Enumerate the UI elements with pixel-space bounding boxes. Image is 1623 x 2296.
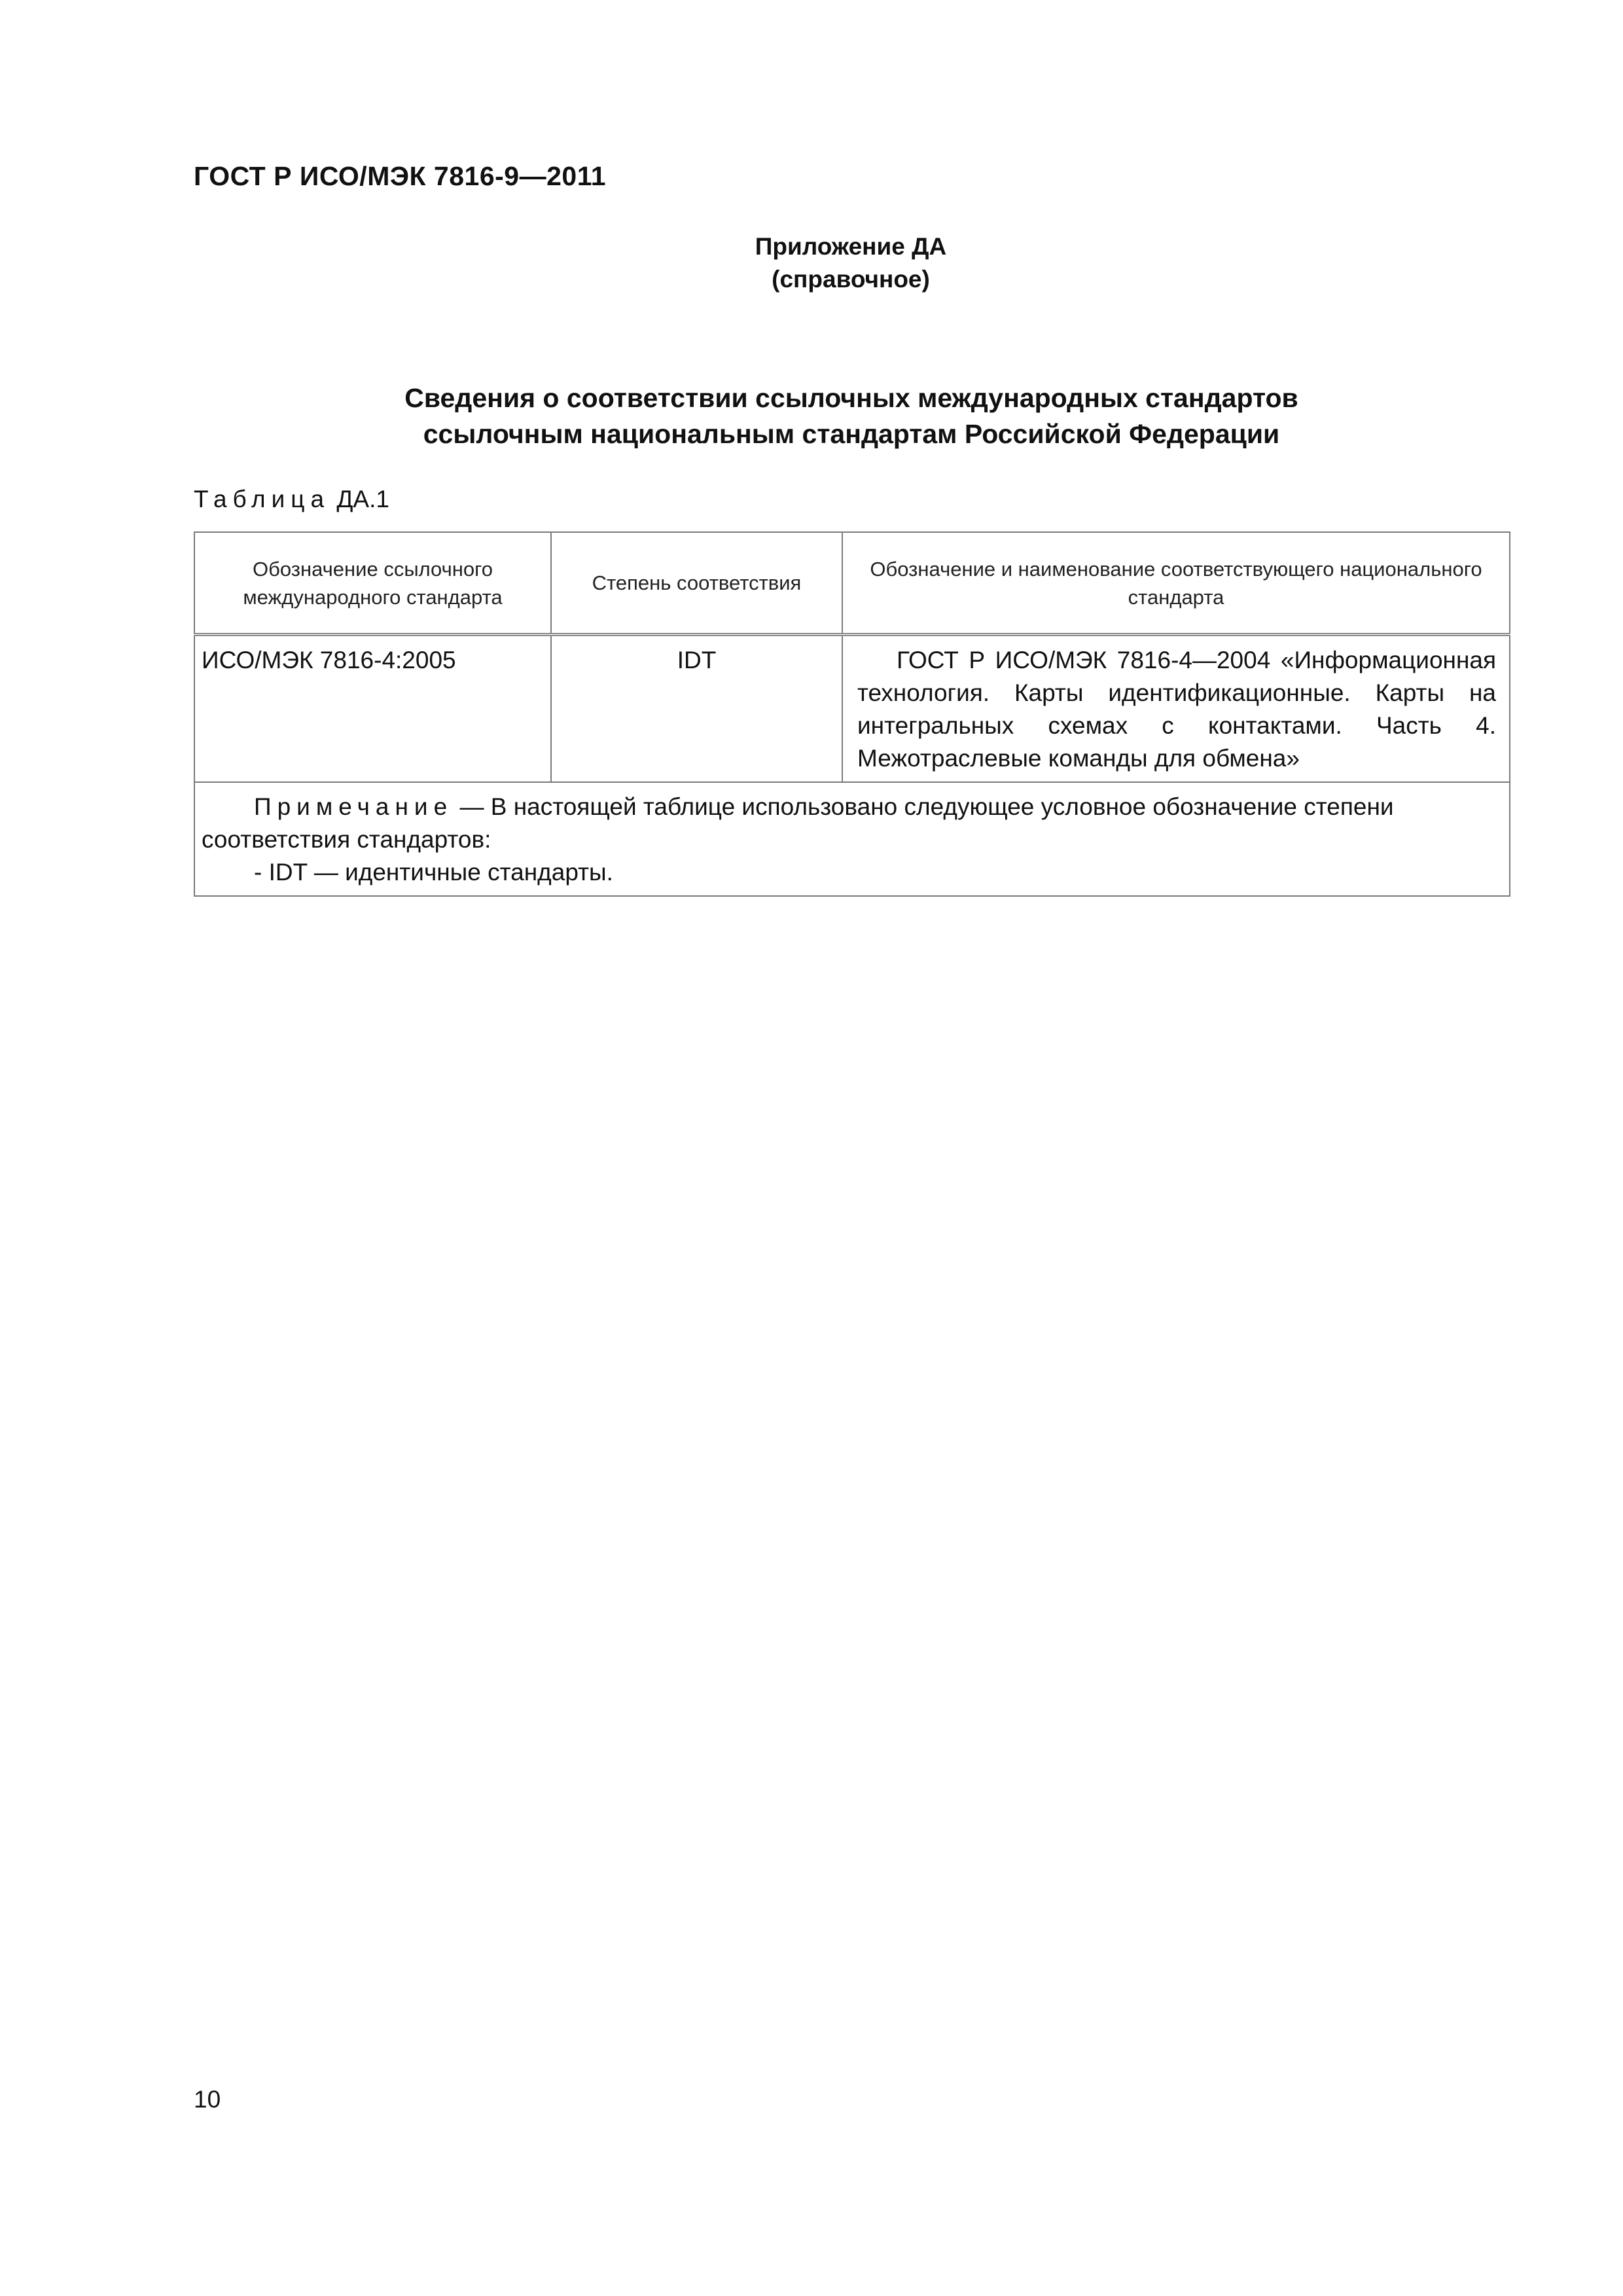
header-degree: Степень соответствия [551,532,842,635]
cell-intl-standard: ИСО/МЭК 7816-4:2005 [194,635,551,783]
table-row [194,635,1510,783]
national-standard-text: ГОСТ Р ИСО/МЭК 7816-4—2004 «Информационная технология. Карты идентификационные. Карты на интегральных схемах с контактами. Часть 4. Межотраслевые команды для обмена» [857,647,1496,772]
cell-national-standard [842,635,1510,783]
page-number: 10 [194,2086,221,2113]
standards-correspondence-table [194,531,1510,897]
table-caption [194,486,389,513]
table-note [194,782,1510,896]
appendix-kind: (справочное) [772,266,930,293]
header-intl-standard: Обозначение ссылочного международного стандарта [194,532,551,635]
section-title-line-2: ссылочным национальным стандартам Российской Федерации [423,419,1280,449]
section-title-line-1: Сведения о соответствии ссылочных международных стандартов [404,383,1298,413]
table-caption-word: Таблица [194,486,330,512]
appendix-label: Приложение ДА [755,233,947,260]
table-note-row [194,782,1510,896]
table-header-row [194,532,1510,635]
note-paragraph [202,791,1492,856]
note-text: — В настоящей таблице использовано следующее условное обозначение степени соответствия стандартов: [202,793,1394,853]
table-caption-number: ДА.1 [336,486,389,512]
header-national-standard: Обозначение и наименование соответствующего национального стандарта [842,532,1510,635]
note-label: Примечание [254,793,454,820]
cell-degree: IDT [551,635,842,783]
document-code-header: ГОСТ Р ИСО/МЭК 7816-9—2011 [194,161,607,191]
note-item: - IDT — идентичные стандарты. [254,859,613,886]
